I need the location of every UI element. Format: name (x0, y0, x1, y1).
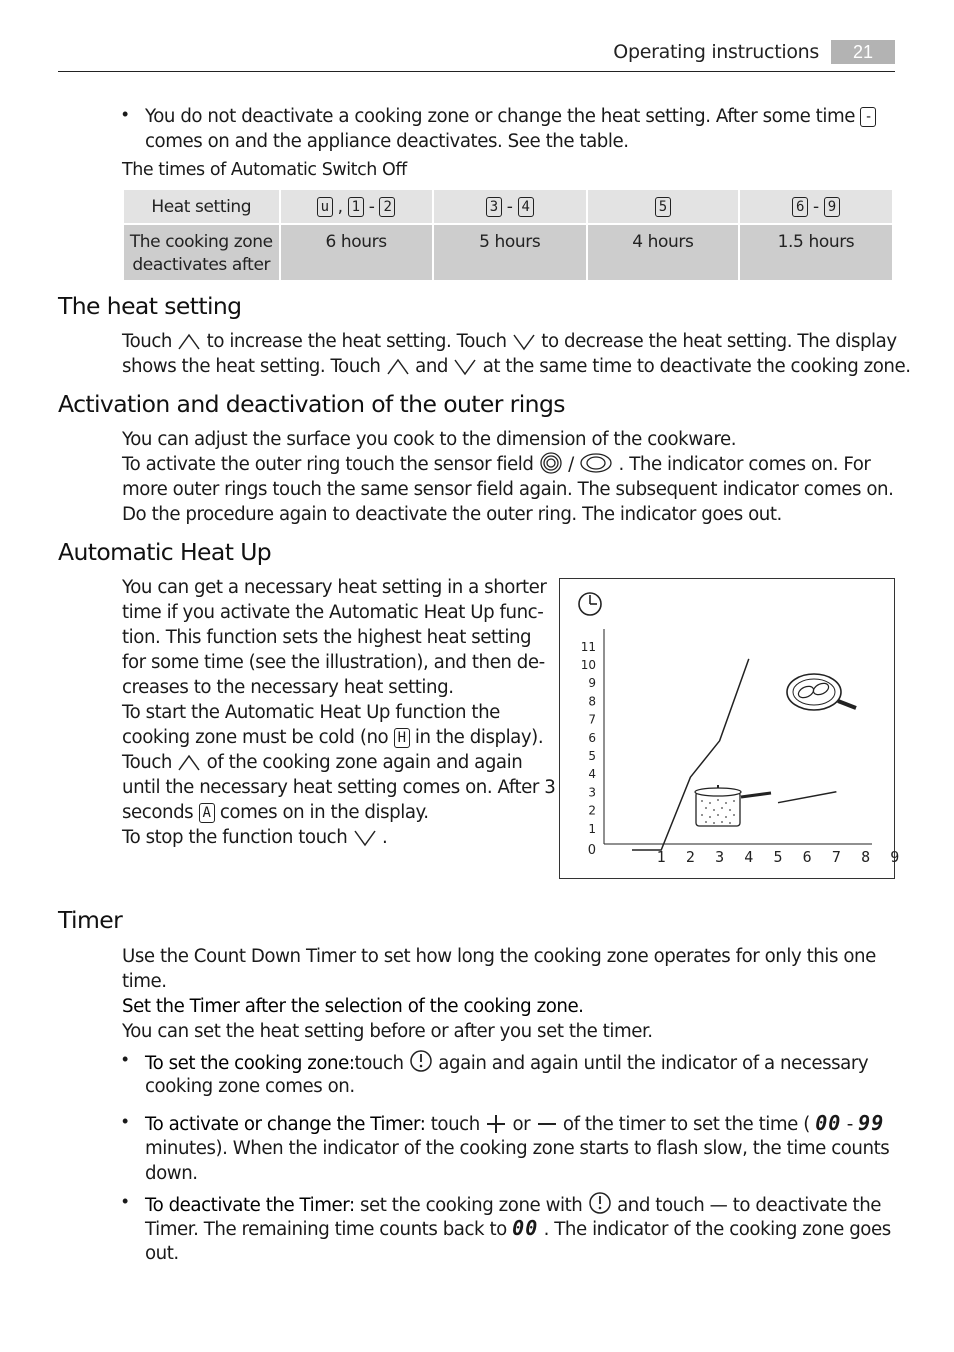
intro-bullet-line2: comes on and the appliance deactivates. See the table. (145, 131, 629, 152)
text: to decrease the heat setting. The display (541, 331, 897, 352)
heat-setting-line2 (122, 354, 911, 379)
y-tick-label: 5 (588, 749, 596, 763)
auto-heat-line (122, 750, 522, 775)
section-title-outer-rings: Activation and deactivation of the outer rings (58, 390, 565, 418)
timer-bullet2-line1 (145, 1111, 884, 1137)
up-chevron-icon (386, 356, 410, 376)
y-tick-label: 6 (588, 730, 596, 745)
auto-heat-line: To start the Automatic Heat Up function the (122, 702, 500, 723)
text: / (568, 454, 574, 475)
display-00: 00 (815, 1111, 842, 1135)
duration-cell: 4 hours (588, 225, 738, 280)
auto-heat-line: tion. This function sets the highest heat setting (122, 627, 532, 648)
timer-bullet2-line3: down. (145, 1163, 198, 1184)
deactivates-after-label (124, 225, 279, 280)
duration-cell: 6 hours (281, 225, 432, 280)
label-line: deactivates after (132, 255, 271, 275)
outer-ring-sensor-icon (539, 452, 563, 474)
seg-symbol: 5 (655, 197, 671, 217)
text: comes on in the display. (219, 802, 429, 823)
up-chevron-icon (177, 752, 201, 772)
bullet-dot: • (122, 1111, 129, 1131)
timer-icon (409, 1049, 433, 1073)
timer-para1-line2: time. (122, 971, 167, 992)
up-chevron-icon (177, 331, 201, 351)
x-tick-label: 4 (744, 848, 754, 866)
text: Touch (122, 331, 172, 352)
down-chevron-icon (353, 827, 377, 847)
auto-switch-off-table (122, 190, 894, 280)
seg-symbol: 1 (348, 197, 364, 217)
x-tick-label: 9 (890, 848, 900, 866)
text: touch (430, 1114, 480, 1135)
x-tick-label: 8 (861, 848, 871, 866)
label-line: The cooking zone (129, 232, 273, 252)
heat-setting-label: Heat setting (124, 190, 279, 225)
duration-cell: 1.5 hours (740, 225, 892, 280)
auto-heat-line (122, 725, 543, 750)
text: To activate the outer ring touch the sensor field (122, 454, 534, 475)
seg-symbol: 2 (379, 197, 395, 217)
keep-warm-curve (778, 792, 836, 803)
intro-text-a: You do not deactivate a cooking zone or change the heat setting. After some time (145, 106, 855, 127)
x-tick-label: 7 (831, 848, 841, 866)
auto-heat-chart-svg (560, 579, 900, 878)
display-00: 00 (512, 1216, 539, 1240)
y-tick-label: 11 (580, 639, 596, 654)
y-tick-label: 2 (588, 803, 596, 818)
y-tick-label: 9 (588, 676, 596, 691)
text: of the timer to set the time ( (562, 1114, 810, 1135)
text: or (512, 1114, 531, 1135)
a-display-symbol: A (199, 803, 215, 823)
outer-rings-line4: Do the procedure again to deactivate the outer ring. The indicator goes out. (122, 504, 782, 525)
section-title-timer: Timer (58, 906, 123, 934)
text: set the cooking zone with (359, 1195, 583, 1216)
y-tick-label: 7 (588, 712, 596, 727)
timer-bullet3-line1 (145, 1191, 881, 1218)
outer-rings-line3: more outer rings touch the same sensor field again. The subsequent indicator comes on. (122, 479, 894, 500)
text: to increase the heat setting. Touch (206, 331, 507, 352)
text: . The indicator of the cooking zone goes (543, 1219, 891, 1240)
seg-symbol: 3 (486, 197, 502, 217)
bullet-dot: • (122, 1049, 129, 1069)
table-row (124, 225, 892, 280)
timer-para3: You can set the heat setting before or after you set the timer. (122, 1021, 653, 1042)
timer-bullet1-line1 (145, 1049, 868, 1076)
timer-bullet3-line2 (145, 1216, 891, 1242)
auto-heat-line: until the necessary heat setting comes on. After 3 (122, 777, 556, 798)
y-tick-label: 3 (588, 785, 596, 800)
auto-heat-line (122, 800, 429, 825)
timer-bullet1-line2: cooking zone comes on. (145, 1076, 355, 1097)
clock-icon (579, 593, 601, 615)
text: and touch — to deactivate the (617, 1195, 882, 1216)
section-title-auto-heat: Automatic Heat Up (58, 538, 272, 566)
intro-bullet-line1 (145, 104, 876, 129)
auto-heat-line: You can get a necessary heat setting in a shorter (122, 577, 547, 598)
y-tick-label: 1 (588, 821, 596, 836)
bullet-label: To deactivate the Timer: (145, 1195, 355, 1216)
seg-symbol: 9 (824, 197, 840, 217)
auto-heat-line: creases to the necessary heat setting. (122, 677, 454, 698)
header-title: Operating instructions (613, 41, 819, 63)
heat-symbols-col3 (588, 190, 738, 225)
timer-para1-line1: Use the Count Down Timer to set how long the cooking zone operates for only this one (122, 946, 876, 967)
bullet-dot: • (122, 104, 129, 124)
text: - (846, 1114, 853, 1135)
text: shows the heat setting. Touch (122, 356, 381, 377)
bullet-dot: • (122, 1191, 129, 1211)
x-tick-label: 6 (802, 848, 812, 866)
heat-setting-line1 (122, 329, 897, 354)
page-header (58, 40, 895, 72)
auto-heat-chart (559, 578, 900, 879)
auto-heat-line: for some time (see the illustration), and then de- (122, 652, 545, 673)
heat-symbols-col4: 6 - 9 (740, 190, 892, 225)
seg-symbol: 6 (792, 197, 808, 217)
x-tick-label: 1 (656, 848, 666, 866)
auto-heat-line (122, 825, 387, 850)
bullet-label: To set the cooking zone: (145, 1053, 355, 1074)
heat-symbols-col2: 3 - 4 (434, 190, 586, 225)
display-99: 99 (858, 1111, 885, 1135)
seg-symbol: 4 (518, 197, 534, 217)
y-tick-label: 0 (587, 843, 596, 858)
outer-rings-line2 (122, 452, 870, 477)
seg-symbol: u (317, 197, 333, 217)
y-tick-label: 8 (588, 694, 596, 709)
text: To stop the function touch (122, 827, 348, 848)
text: seconds (122, 802, 194, 823)
text: in the display). (414, 727, 544, 748)
page-number: 21 (831, 40, 895, 64)
table-caption: The times of Automatic Switch Off (122, 160, 407, 180)
text: of the cooking zone again and again (206, 752, 523, 773)
auto-heat-line: time if you activate the Automatic Heat Up func- (122, 602, 544, 623)
heat-symbols-col1: u , 1 - 2 (281, 190, 432, 225)
duration-cell: 5 hours (434, 225, 586, 280)
section-title-heat-setting: The heat setting (58, 292, 242, 320)
text: cooking zone must be cold (no (122, 727, 389, 748)
down-chevron-icon (512, 331, 536, 351)
minus-icon (536, 1114, 558, 1134)
text: again and again until the indicator of a necessary (438, 1053, 869, 1074)
down-chevron-icon (453, 356, 477, 376)
text: and (415, 356, 448, 377)
timer-icon (588, 1191, 612, 1215)
table-row (124, 190, 892, 225)
outer-rings-line1: You can adjust the surface you cook to the dimension of the cookware. (122, 429, 737, 450)
text: touch (354, 1053, 404, 1074)
text: Timer. The remaining time counts back to (145, 1219, 507, 1240)
frying-pan-illustration (787, 674, 856, 710)
timer-para2: Set the Timer after the selection of the cooking zone. (122, 996, 584, 1017)
h-display-symbol: H (394, 728, 410, 748)
x-tick-label: 5 (773, 848, 783, 866)
minus-display-symbol: - (860, 107, 876, 127)
x-tick-label: 3 (715, 848, 725, 866)
timer-bullet3-line3: out. (145, 1243, 179, 1264)
text: . The indicator comes on. For (618, 454, 871, 475)
text: Touch (122, 752, 172, 773)
bullet-label: To activate or change the Timer: (145, 1114, 426, 1135)
y-tick-label: 4 (588, 767, 596, 782)
oval-ring-sensor-icon (579, 452, 613, 474)
x-tick-label: 2 (685, 848, 695, 866)
text: at the same time to deactivate the cooking zone. (482, 356, 911, 377)
plus-icon (485, 1114, 507, 1134)
y-tick-label: 10 (580, 658, 596, 672)
text: . (382, 827, 388, 848)
pot-illustration (695, 785, 771, 826)
timer-bullet2-line2: minutes). When the indicator of the cooking zone starts to flash slow, the time counts (145, 1138, 890, 1159)
